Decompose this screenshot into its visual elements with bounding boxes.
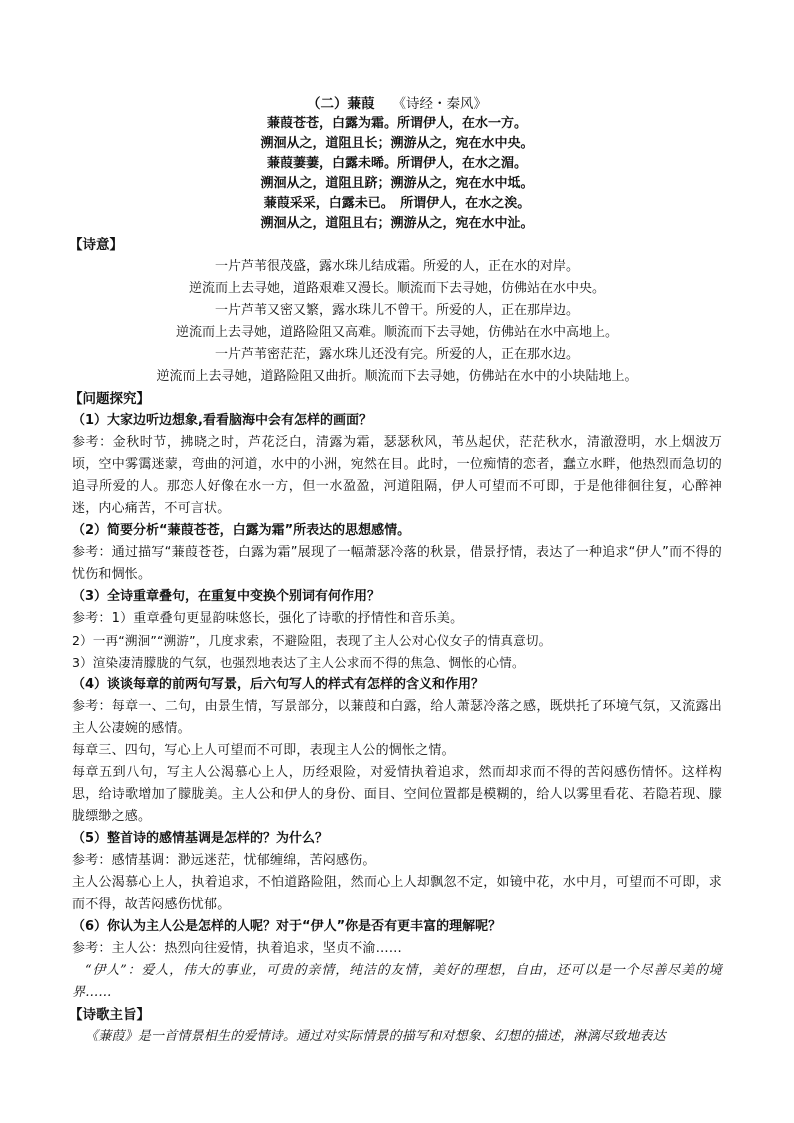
document-page: [69, 94, 722, 1048]
meaning-heading: 【诗意】: [69, 237, 123, 253]
question-5: （5）整首诗的感情基调是怎样的？为什么？: [72, 831, 329, 846]
meaning-line: 一片芦苇密茫茫，露水珠儿还没有完。所爱的人，正在那水边。: [214, 347, 579, 362]
meaning-line: 逆流而上去寻她，道路艰难又漫长。顺流而下去寻她，仿佛站在水中央。: [188, 281, 605, 296]
meaning-line: 逆流而上去寻她，道路险阻又曲折。顺流而下去寻她，仿佛站在水中的小块陆地上。: [156, 369, 638, 384]
answer-4-part-2: 每章三、四句，写心上人可望而不可即，表现主人公的惆怅之情。: [72, 743, 455, 758]
question-4: （4）谈谈每章的前两句写景，后六句写人的样式有怎样的含义和作用？: [72, 677, 485, 692]
poem-line: 蒹葭苍苍，白露为霜。所谓伊人，在水一方。: [266, 116, 527, 131]
answer-6-part-2: “伊人”：爱人，伟大的事业，可贵的亲情，纯洁的友情，美好的理想，自由，还可以是一个尽善尽美的境界……: [72, 963, 722, 1000]
poem-source: 《诗经・秦风》: [392, 96, 487, 112]
theme-text: 《蒹葭》是一首情景相生的爱情诗。通过对实际情景的描写和对想象、幻想的描述，淋漓尽致地表达: [85, 1029, 666, 1044]
meaning-line: 逆流而上去寻她，道路险阻又高难。顺流而下去寻她，仿佛站在水中高地上。: [175, 325, 618, 340]
answer-3-point-3: 3）渲染凄清朦胧的气氛，也强烈地表达了主人公求而不得的焦急、惆怅的心情。: [72, 655, 525, 670]
answer-6-part-1: 参考：主人公：热烈向往爱情，执着追求，坚贞不渝……: [72, 941, 403, 956]
explore-heading: 【问题探究】: [69, 391, 150, 407]
poem-line: 蒹葭采采，白露未已。 所谓伊人，在水之涘。: [263, 196, 531, 211]
answer-5-part-1: 参考：感情基调：渺远迷茫，忧郁缠绵，苦闷感伤。: [72, 853, 376, 868]
poem-line: 溯洄从之，道阻且长；溯游从之，宛在水中央。: [260, 136, 534, 151]
meaning-line: 一片芦苇很茂盛，露水珠儿结成霜。所爱的人，正在水的对岸。: [214, 259, 579, 274]
answer-4-part-1: 参考：每章一、二句，由景生情，写景部分，以蒹葭和白露，给人萧瑟冷落之感，既烘托了环境气氛，又流露出主人公凄婉的感情。: [72, 699, 722, 736]
question-6: （6）你认为主人公是怎样的人呢？对于“伊人”你是否有更丰富的理解呢？: [72, 919, 502, 934]
question-3: （3）全诗重章叠句，在重复中变换个别词有何作用？: [72, 589, 381, 604]
poem-line: 蒹葭萋萋，白露未晞。所谓伊人，在水之湄。: [266, 156, 527, 171]
poem-title-main: （二）蒹葭: [307, 96, 375, 112]
answer-1: 参考：金秋时节，拂晓之时，芦花泛白，清露为霜，瑟瑟秋风，苇丛起伏，茫茫秋水，清澈澄明，水上烟波万顷，空中雾霭迷蒙，弯曲的河道，水中的小洲，宛然在目。此时，一位痴情的恋者，蠢立水畔，他热烈而急切的追寻所爱的人。那恋人好像在水一方，但一水盈盈，河道阻隔，伊人可望而不可即，于是他徘徊往复，心醉神迷，内心痛苦，不可言状。: [72, 435, 722, 516]
poem-title: [72, 94, 722, 114]
poem-line: 溯洄从之，道阻且跻；溯游从之，宛在水中坻。: [260, 176, 534, 191]
answer-2: 参考：通过描写“蒹葭苍苍，白露为霜”展现了一幅萧瑟冷落的秋景，借景抒情，表达了一种追求“伊人”而不得的忧伤和惆怅。: [72, 545, 722, 582]
answer-5-part-2: 主人公渴慕心上人，执着追求，不怕道路险阻，然而心上人却飘忽不定，如镜中花，水中月，可望而不可即，求而不得，故苦闷感伤忧郁。: [72, 875, 722, 912]
poem-line: 溯洄从之，道阻且右；溯游从之，宛在水中沚。: [260, 216, 534, 231]
theme-heading: 【诗歌主旨】: [69, 1007, 150, 1023]
answer-3-point-2: 2）一再“溯洄”“溯游”，几度求索，不避险阻，表现了主人公对心仪女子的情真意切。: [72, 633, 552, 648]
question-2: （2）简要分析“蒹葭苍苍，白露为霜”所表达的思想感情。: [72, 523, 411, 538]
answer-4-part-3: 每章五到八句，写主人公渴慕心上人，历经艰险，对爱情执着追求，然而却求而不得的苦闷感伤情怀。这样构思，给诗歌增加了朦胧美。主人公和伊人的身份、面目、空间位置都是模糊的，给人以雾里看花、若隐若现、朦胧缥缈之感。: [72, 765, 722, 824]
question-1: （1）大家边听边想象,看看脑海中会有怎样的画面？: [72, 413, 372, 428]
answer-3-point-1: 参考：1）重章叠句更显韵味悠长，强化了诗歌的抒情性和音乐美。: [72, 611, 464, 626]
meaning-line: 一片芦苇又密又繁，露水珠儿不曾干。所爱的人，正在那岸边。: [214, 303, 579, 318]
